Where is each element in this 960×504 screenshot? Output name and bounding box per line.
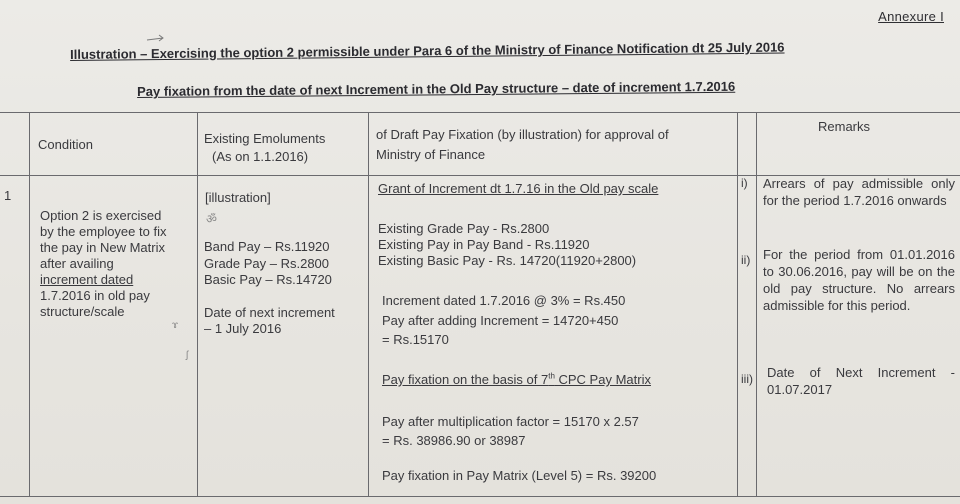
next-increment-line2: – 1 July 2016 bbox=[204, 321, 282, 336]
annexure-label: Annexure I bbox=[878, 9, 944, 24]
multiplication-factor-line1: Pay after multiplication factor = 15170 x 2.57 bbox=[382, 414, 639, 429]
condition-line-3: the pay in New Matrix bbox=[40, 240, 165, 255]
draft-existing-band-pay: Existing Pay in Pay Band - Rs.11920 bbox=[378, 237, 590, 252]
header-existing-line2: (As on 1.1.2016) bbox=[212, 149, 309, 164]
existing-grade-pay: Grade Pay – Rs.2800 bbox=[204, 256, 330, 271]
pay-after-increment-line2: = Rs.15170 bbox=[382, 332, 449, 347]
header-draft-line1: of Draft Pay Fixation (by illustration) for approval of bbox=[376, 127, 669, 142]
increment-calculation: Increment dated 1.7.2016 @ 3% = Rs.450 bbox=[382, 293, 626, 308]
condition-line-2: by the employee to fix bbox=[40, 224, 167, 239]
column-divider-remarks bbox=[756, 112, 757, 496]
remark-3: Date of Next Increment - 01.07.2017 bbox=[767, 365, 955, 397]
condition-line-5: increment dated bbox=[40, 272, 134, 287]
remark-number-2: ii) bbox=[741, 253, 751, 267]
column-divider-draft bbox=[737, 112, 738, 496]
remark-number-3: iii) bbox=[741, 372, 753, 386]
header-remarks: Remarks bbox=[818, 119, 871, 134]
pay-matrix-level-5: Pay fixation in Pay Matrix (Level 5) = Rs. 39200 bbox=[382, 468, 657, 483]
pay-matrix-heading-pre: Pay fixation on the basis of 7 bbox=[382, 372, 549, 387]
header-existing-line1: Existing Emoluments bbox=[204, 131, 326, 146]
draft-existing-grade-pay: Existing Grade Pay - Rs.2800 bbox=[378, 221, 550, 236]
condition-line-1: Option 2 is exercised bbox=[40, 208, 162, 223]
pay-matrix-fixation-heading bbox=[382, 372, 651, 388]
pay-matrix-heading-post: CPC Pay Matrix bbox=[554, 372, 651, 387]
column-divider-condition bbox=[197, 112, 198, 496]
stray-mark: ɤ bbox=[172, 320, 179, 331]
column-divider-serial bbox=[29, 112, 30, 496]
remark-2: For the period from 01.01.2016 to 30.06.2016, pay will be on the old pay structure. No arrears admissible for this period. bbox=[763, 247, 955, 313]
existing-band-pay: Band Pay – Rs.11920 bbox=[204, 239, 330, 254]
column-divider-existing bbox=[368, 112, 369, 496]
handwritten-mark: ॐ bbox=[206, 212, 217, 226]
header-condition: Condition bbox=[38, 137, 93, 152]
condition-line-7: structure/scale bbox=[40, 304, 125, 319]
condition-line-6: 1.7.2016 in old pay bbox=[40, 288, 150, 303]
stray-mark: ʃ bbox=[186, 350, 189, 361]
multiplication-factor-line2: = Rs. 38986.90 or 38987 bbox=[382, 433, 526, 448]
header-draft-line2: Ministry of Finance bbox=[376, 147, 486, 162]
remark-number-1: i) bbox=[741, 176, 748, 190]
superscript-th: th bbox=[548, 371, 555, 381]
existing-basic-pay: Basic Pay – Rs.14720 bbox=[204, 272, 332, 287]
illustration-title: Illustration – Exercising the option 2 permissible under Para 6 of the Ministry of Finance Notification dt 25 July 2016 bbox=[70, 39, 785, 62]
pen-arrow-mark-icon bbox=[146, 34, 166, 44]
table-top-border bbox=[0, 112, 960, 113]
row-serial-number: 1 bbox=[4, 188, 12, 203]
grant-increment-heading: Grant of Increment dt 1.7.16 in the Old pay scale bbox=[378, 181, 659, 196]
condition-line-4: after availing bbox=[40, 256, 114, 271]
existing-illustration-label: [illustration] bbox=[205, 190, 271, 205]
draft-existing-basic-pay: Existing Basic Pay - Rs. 14720(11920+2800) bbox=[378, 253, 637, 268]
remark-1: Arrears of pay admissible only for the period 1.7.2016 onwards bbox=[763, 176, 955, 208]
pay-fixation-subtitle: Pay fixation from the date of next Increment in the Old Pay structure – date of increment 1.7.2016 bbox=[137, 78, 736, 99]
table-bottom-border bbox=[0, 496, 960, 497]
pay-after-increment-line1: Pay after adding Increment = 14720+450 bbox=[382, 313, 619, 328]
next-increment-line1: Date of next increment bbox=[204, 305, 335, 320]
